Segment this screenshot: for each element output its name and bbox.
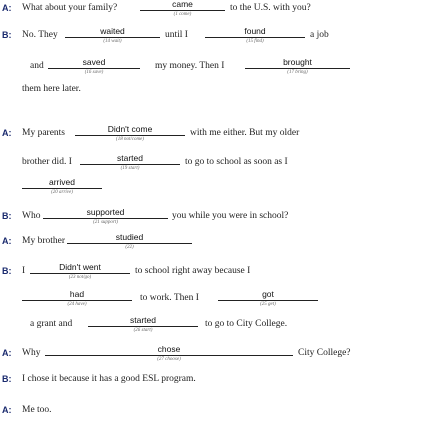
verb-hint: (15 find) <box>246 39 264 44</box>
line-text: I chose it because it has a good ESL program. <box>22 374 196 384</box>
line-text: My parents <box>22 128 66 138</box>
answer-blank[interactable] <box>30 262 130 280</box>
verb-hint: (27 choose) <box>157 357 181 362</box>
line-text: Who <box>22 211 41 221</box>
line-text: Why <box>22 348 41 358</box>
answer-blank[interactable] <box>80 153 180 171</box>
answer-blank[interactable] <box>140 0 225 17</box>
line-text: my money. Then I <box>155 61 225 71</box>
speaker-a: A: <box>2 128 12 138</box>
answer-text: waited <box>100 26 125 36</box>
answer-text: studied <box>115 232 144 242</box>
answer-text: found <box>244 26 266 36</box>
line-text: City College? <box>298 348 351 358</box>
answer-text: arrived <box>49 177 75 187</box>
verb-hint: (17 bring) <box>287 70 308 75</box>
verb-hint: (26 start) <box>133 328 153 333</box>
answer-text: saved <box>82 57 106 67</box>
answer-text: started <box>130 315 156 325</box>
answer-text: Didn't come <box>107 124 153 134</box>
verb-hint: (24 have) <box>67 302 87 307</box>
line-text: brother did. I <box>22 157 72 167</box>
verb-hint: (19 start) <box>120 166 140 171</box>
speaker-a: A: <box>2 348 12 358</box>
line-text: Me too. <box>22 405 52 415</box>
line-text: to go to City College. <box>205 319 288 329</box>
line-text: a grant and <box>30 319 73 329</box>
speaker-b: B: <box>2 374 12 384</box>
answer-text: Didn't went <box>59 262 101 272</box>
line-text: them here later. <box>22 84 81 94</box>
line-text: a job <box>310 30 329 40</box>
answer-blank[interactable] <box>88 315 198 333</box>
answer-blank[interactable] <box>65 26 160 44</box>
answer-blank[interactable] <box>67 232 192 250</box>
speaker-a: A: <box>2 405 12 415</box>
answer-blank[interactable] <box>22 289 132 307</box>
answer-blank[interactable] <box>48 57 140 75</box>
line-text: to school right away because I <box>135 266 251 276</box>
line-text: What about your family? <box>22 3 118 13</box>
answer-text: got <box>262 289 274 299</box>
answer-text: had <box>69 289 85 299</box>
verb-hint: (23 not/go) <box>68 275 92 280</box>
answer-blank[interactable] <box>205 26 305 44</box>
line-text: until I <box>165 30 188 40</box>
speaker-b: B: <box>2 30 12 40</box>
speaker-b: B: <box>2 266 12 276</box>
line-text: No. They <box>22 30 58 40</box>
line-text: My brother <box>22 236 66 246</box>
answer-text: started <box>117 153 143 163</box>
answer-text: brought <box>283 57 312 67</box>
answer-text: chose <box>157 344 181 354</box>
line-text: to the U.S. with you? <box>230 3 311 13</box>
answer-blank[interactable] <box>43 207 168 225</box>
line-text: to work. Then I <box>140 293 199 303</box>
answer-blank[interactable] <box>75 124 185 142</box>
verb-hint: (21 support) <box>93 220 118 225</box>
line-text: you while you were in school? <box>172 211 289 221</box>
line-text: I <box>22 266 26 276</box>
verb-hint: (14 wait) <box>103 39 122 44</box>
answer-blank[interactable] <box>245 57 350 75</box>
line-text: to go to school as soon as I <box>185 157 288 167</box>
verb-hint: (22) <box>125 245 134 250</box>
verb-hint: (1 come) <box>173 12 192 17</box>
answer-text: came <box>172 0 193 9</box>
line-text: with me either. But my older <box>190 128 300 138</box>
answer-blank[interactable] <box>22 177 102 195</box>
answer-text: supported <box>86 207 125 217</box>
line-text: and <box>30 61 44 71</box>
verb-hint: (18 not/come) <box>116 137 144 142</box>
answer-blank[interactable] <box>218 289 318 307</box>
verb-hint: (25 get) <box>260 302 276 307</box>
answer-blank[interactable] <box>45 344 293 362</box>
verb-hint: (16 save) <box>84 70 104 75</box>
speaker-b: B: <box>2 211 12 221</box>
verb-hint: (20 arrive) <box>51 190 73 195</box>
speaker-a: A: <box>2 236 12 246</box>
speaker-a: A: <box>2 3 12 13</box>
